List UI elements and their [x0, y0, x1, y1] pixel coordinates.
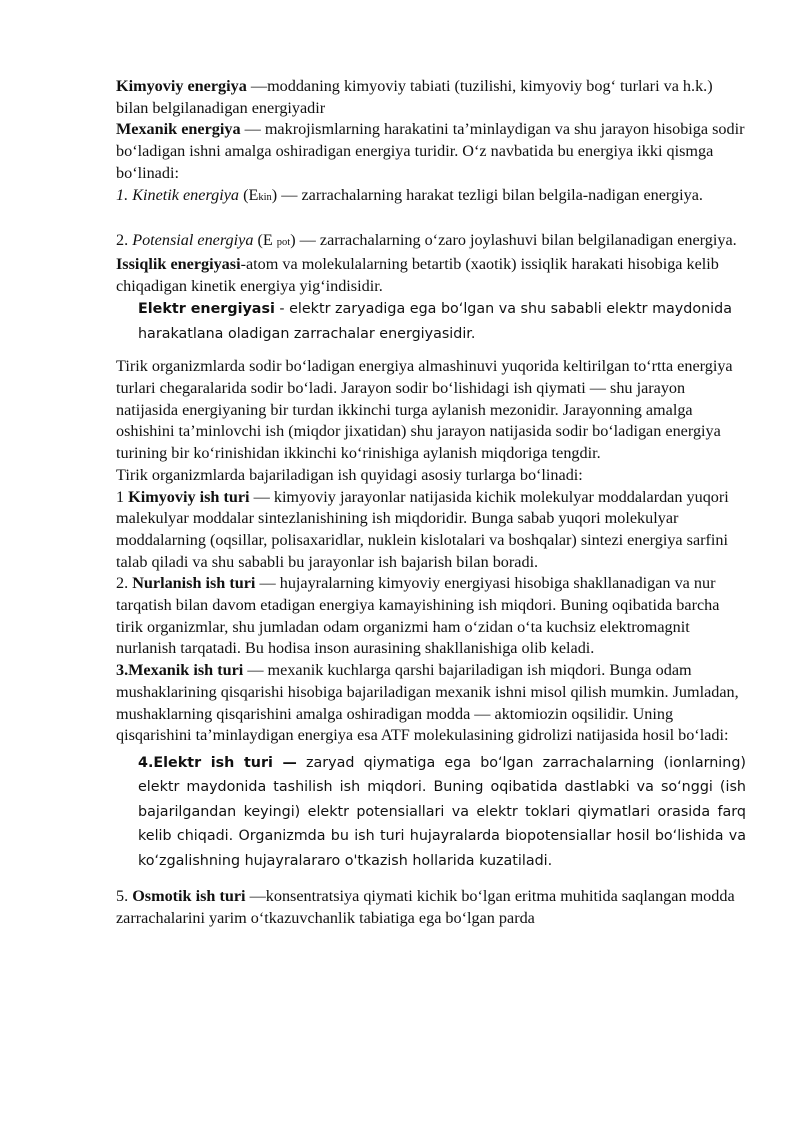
paragraph-potential-energy	[116, 230, 746, 254]
paragraph-radiation-work	[116, 573, 746, 660]
document-page	[116, 76, 746, 930]
paragraph-text: - elektr zaryadiga ega bo‘lgan va shu sababli elektr maydonida harakatlana oladigan zarrachalar energiyasidir.	[138, 301, 732, 342]
number: 1	[116, 487, 129, 506]
paragraph-text: -atom va molekulalarning betartib (xaotik) issiqlik harakati hisobiga kelib chiqadigan kinetik energiya yig‘indisidir.	[116, 254, 719, 295]
term: Potensial energiya	[132, 231, 254, 250]
paragraph-work-types-intro: Tirik organizmlarda bajariladigan ish quyidagi asosiy turlarga bo‘linadi:	[116, 465, 583, 484]
symbol: (E	[253, 231, 277, 250]
paragraph-text: — kimyoviy jarayonlar natijasida kichik molekulyar moddalardan yuqori malekulyar moddalar sintezlanishining ish miqdoridir. Bunga sabab yuqori molekulyar moddalarning (oqsillar, polisaxaridlar, nuklein kislotalari va boshqalar) sintezi energiya sarfini talab qiladi va shu sababli bu jarayonlar ish bajarish bilan boradi.	[116, 487, 729, 571]
term: 4.Elektr ish turi —	[138, 754, 297, 771]
symbol: (E	[239, 185, 259, 204]
paragraph-text: ) — zarrachalarning o‘zaro joylashuvi bilan belgilanadigan energiya.	[290, 231, 737, 250]
paragraph-electric-work	[116, 747, 746, 874]
spacer	[116, 873, 746, 886]
term: Issiqlik energiyasi	[116, 254, 241, 273]
blank-line	[116, 208, 746, 230]
paragraph-thermal-energy	[116, 254, 746, 297]
number: 2.	[116, 574, 133, 593]
term: Elektr energiyasi	[138, 301, 275, 318]
subscript: pot	[276, 237, 291, 249]
paragraph-mechanical-work	[116, 660, 746, 747]
term: Kimyoviy ish turi	[128, 487, 250, 506]
paragraph-kinetic-energy	[116, 185, 746, 209]
paragraph-text: ) — zarrachalarning harakat tezligi bilan belgila-nadigan energiya.	[271, 185, 703, 204]
spacer	[116, 346, 746, 356]
number: 2.	[116, 231, 133, 250]
paragraph-text: —konsentratsiya qiymati kichik bo‘lgan eritma muhitida saqlangan modda zarrachalarini yarim o‘tkazuvchanlik tabiatiga ega bo‘lgan parda	[116, 887, 735, 928]
term: Mexanik energiya	[116, 120, 241, 139]
term: 3.Mexanik ish turi	[116, 661, 244, 680]
paragraph-osmotic-work	[116, 886, 746, 929]
paragraph-text: — mexanik kuchlarga qarshi bajariladigan ish miqdori. Bunga odam mushaklarining qisqarishi hisobiga bajariladigan mexanik ishni misol qilish mumkin. Jumladan, mushaklarning qisqarishini amalga oshiradigan modda — aktomiozin oqsilidir. Uning qisqarishini ta’minlaydigan energiya esa ATF molekulasining gidrolizi natijasida hosil bo‘ladi:	[116, 661, 739, 745]
paragraph-text: — hujayralarning kimyoviy energiyasi hisobiga shakllanadigan va nur tarqatish bilan davom etadigan energiya kamayishining ish miqdori. Buning oqibatida barcha tirik organizmlar, shu jumladan odam organizmi ham o‘zidan o‘ta kuchsiz elektromagnit nurlanish tarqatadi. Bu hodisa inson aurasining shakllanishiga olib keladi.	[116, 574, 720, 658]
paragraph-energy-exchange: Tirik organizmlarda sodir bo‘ladigan energiya almashinuvi yuqorida keltirilgan to‘rtta energiya turlari chegaralarida sodir bo‘ladi. Jarayon sodir bo‘lishidagi ish qiymati — shu jarayon natijasida energiyaning bir turdan ikkinchi turga aylanish mezonidir. Jarayonning amalga oshishini ta’minlovchi ish (miqdor jixatidan) shu jarayon natijasida sodir bo‘ladigan energiya turining bir ko‘rinishidan ikkinchi ko‘rinishiga aylanish miqdoriga tengdir.	[116, 357, 733, 463]
paragraph-electric-energy	[116, 297, 746, 346]
term: Nurlanish ish turi	[132, 574, 256, 593]
term: 1. Kinetik energiya	[116, 185, 240, 204]
paragraph-text: —moddaning kimyoviy tabiati (tuzilishi, kimyoviy bog‘ turlari va h.k.) bilan belgilanadigan energiyadir	[116, 77, 713, 117]
paragraph-chemical-work	[116, 487, 746, 574]
subscript: kin	[258, 191, 272, 203]
term: Kimyoviy energiya	[116, 77, 247, 95]
term: Osmotik ish turi	[132, 887, 246, 906]
paragraph-chemical-energy	[116, 76, 746, 119]
paragraph-text: zaryad qiymatiga ega bo‘lgan zarrachalarning (ionlarning) elektr maydonida tashilish ish miqdori. Buning oqibatida dastlabki va so‘nggi (ish bajarilgandan keyingi) elektr potensiallari va elektr toklari qiymatlari orasida farq kelib chiqadi. Organizmda bu ish turi hujayralarda biopotensiallar hosil bo‘lishida va ko‘zgalishning hujayralararo o'tkazish hollarida kuzatiladi.	[138, 754, 746, 869]
paragraph-text: — makrojismlarning harakatini ta’minlaydigan va shu jarayon hisobiga sodir bo‘ladigan ishni amalga oshiradigan energiya turidir. O‘z navbatida bu energiya ikki qismga bo‘linadi:	[116, 120, 745, 182]
paragraph-mechanical-energy	[116, 119, 746, 184]
number: 5.	[116, 887, 133, 906]
